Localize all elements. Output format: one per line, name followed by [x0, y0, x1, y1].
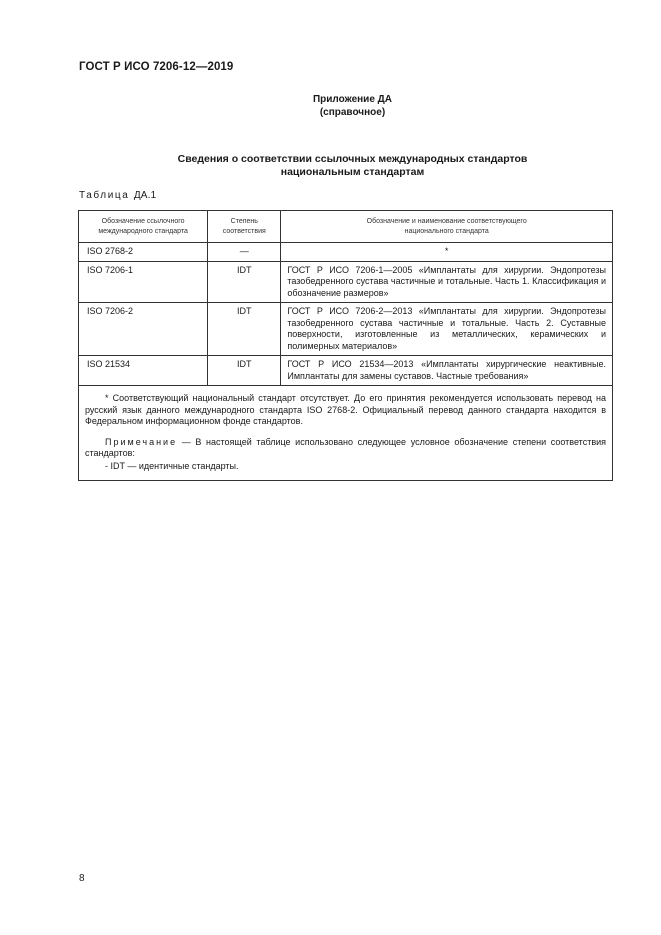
header-col1-line2: международного стандарта — [98, 227, 188, 235]
header-col2-line2: соответствия — [222, 227, 266, 235]
table-label — [79, 190, 156, 201]
note-text: — В настоящей таблице использовано следующее условное обозначение степени соответствия стандартов: — [85, 436, 606, 458]
appendix-heading — [22, 93, 661, 119]
note-word: Примечание — [105, 436, 178, 447]
appendix-subtitle: (справочное) — [319, 107, 386, 118]
table-notes-row — [79, 386, 613, 481]
cell-code: ISO 7206-2 — [79, 303, 208, 356]
section-title-line-2: национальным стандартам — [280, 166, 425, 178]
header-degree — [208, 211, 281, 243]
section-title — [22, 153, 661, 179]
note-list-item: - IDT — идентичные стандарты. — [105, 460, 239, 471]
cell-national: ГОСТ Р ИСО 7206-2—2013 «Имплантаты для хирургии. Эндопротезы тазобедренного сустава частичные и тотальные. Часть 2. Суставные поверхности, изготовленные из металлических, керамических и полимерных материалов» — [281, 303, 613, 356]
table-notes — [79, 386, 613, 481]
header-reference-standard — [79, 211, 208, 243]
table-row — [79, 356, 613, 386]
header-national-standard — [281, 211, 613, 243]
table-label-number: ДА.1 — [133, 190, 157, 201]
header-col3-line1: Обозначение и наименование соответствующего — [366, 218, 527, 225]
cell-degree: — — [208, 243, 281, 262]
page-number: 8 — [79, 873, 85, 884]
document-code: ГОСТ Р ИСО 7206-12—2019 — [79, 61, 234, 73]
cell-degree: IDT — [208, 356, 281, 386]
cell-code: ISO 2768-2 — [79, 243, 208, 262]
table-header-row — [79, 211, 613, 243]
table-row — [79, 303, 613, 356]
cell-degree: IDT — [208, 303, 281, 356]
correspondence-table — [78, 210, 613, 481]
cell-code: ISO 21534 — [79, 356, 208, 386]
table-row — [79, 243, 613, 262]
cell-national: ГОСТ Р ИСО 7206-1—2005 «Имплантаты для хирургии. Эндопротезы тазобедренного сустава частичные и тотальные. Часть 1. Классификация и обозначение размеров» — [281, 261, 613, 303]
cell-code: ISO 7206-1 — [79, 261, 208, 303]
header-col1-line1: Обозначение ссылочного — [101, 218, 185, 225]
header-col2-line1: Степень — [230, 218, 258, 225]
cell-national: ГОСТ Р ИСО 21534—2013 «Имплантаты хирургические неактивные. Имплантаты для замены суставов. Частные требования» — [281, 356, 613, 386]
cell-national: * — [281, 243, 613, 262]
cell-degree: IDT — [208, 261, 281, 303]
appendix-title: Приложение ДА — [312, 94, 393, 105]
section-title-line-1: Сведения о соответствии ссылочных международных стандартов — [177, 153, 528, 165]
table-row — [79, 261, 613, 303]
note — [85, 437, 606, 460]
table-label-word: Таблица — [79, 190, 130, 201]
header-col3-line2: национального стандарта — [404, 227, 489, 235]
footnote: * Соответствующий национальный стандарт отсутствует. До его принятия рекомендуется использовать перевод на русский язык данного международного стандарта ISO 2768-2. Официальный перевод данного стандарта находится в Федеральном информационном фонде стандартов. — [85, 393, 606, 426]
